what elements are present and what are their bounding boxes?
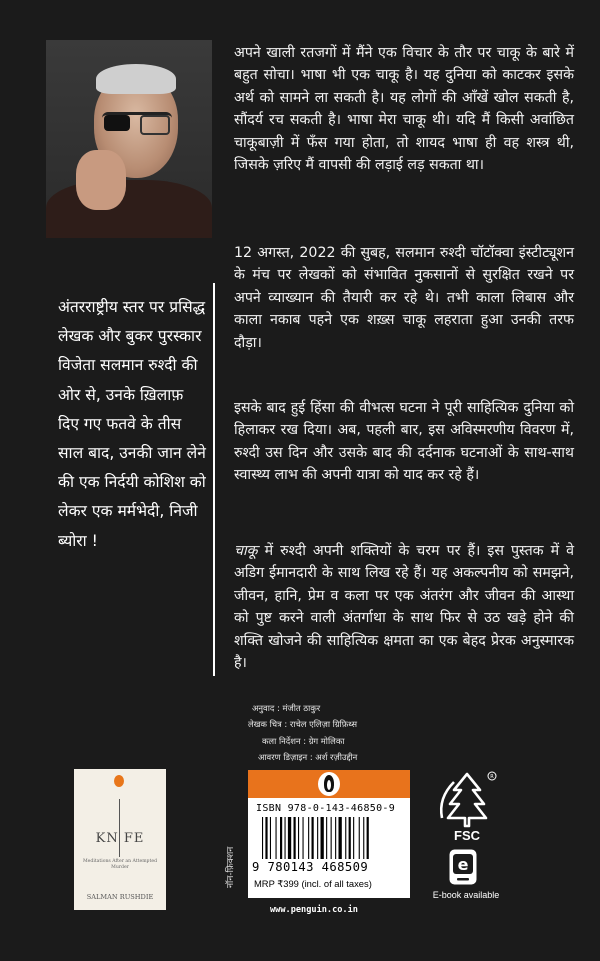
fsc-label: FSC xyxy=(454,828,480,843)
blurb-paragraph-4-text: में रुश्दी अपनी शक्तियों के चरम पर हैं। इस पुस्तक में वे अडिग ईमानदारी के साथ लिख रहे हैं। यह अकल्पनीय को समझने, जीवन, हानि, प्रेम व कला पर एक अंतरंग और जीवन की आस्था को पुष्ट करने वाली अंतर्गाथा के साथ फिर से उठ खड़े होने की शक्ति खोजने की साहित्यिक क्षमता का एक बेहद प्रेरक अनुस्मारक है। xyxy=(234,543,574,672)
photo-jacket xyxy=(46,180,212,238)
barcode-bar xyxy=(345,817,346,859)
photo-hair xyxy=(96,64,176,94)
blurb-paragraph-4 xyxy=(234,540,574,674)
barcode-digits: 9 780143 468509 xyxy=(252,860,369,874)
genre-label: नॉन-फ़िक्शन xyxy=(226,846,236,888)
barcode-bars xyxy=(262,817,398,859)
barcode-bar xyxy=(303,817,304,859)
author-photo xyxy=(46,40,212,238)
isbn-text: ISBN 978-0-143-46850-9 xyxy=(256,803,396,814)
barcode-bar xyxy=(276,817,277,859)
fsc-tree-icon xyxy=(434,768,500,828)
barcode-bar xyxy=(359,817,360,859)
credits xyxy=(248,700,408,766)
barcode-bar xyxy=(270,817,271,859)
blurb-paragraph-2: 12 अगस्त, 2022 की सुबह, सलमान रुश्दी चॉटॉक्वा इंस्टीट्यूशन के मंच पर लेखकों को संभावित नुकसानों से सुरक्षित रखने पर अपने व्याख्यान की तैयारी कर रहे थे। तभी काला लिबास और काला नकाब पहने एक शख़्स चाकू लहराता हुआ उनकी तरफ दौड़ा। xyxy=(234,245,574,351)
thumb-title: KN FE xyxy=(95,831,145,846)
penguin-logo xyxy=(318,772,340,796)
barcode-bar xyxy=(288,817,291,859)
vertical-divider xyxy=(213,283,215,676)
ebook-icon xyxy=(448,848,478,886)
blurb-paragraph-1: अपने खाली रतजगों में मैंने एक विचार के तौर पर चाकू के बारे में बहुत सोचा। भाषा भी एक चाकू है। यह दुनिया को काटकर इसके अर्थ को सामने ला सकती है। यह लोगों की आँखें खोल सकती है, सौंदर्य रच सकती है। भाषा मेरा चाकू थी। यदि मैं किसी अवांछित चाकूबाज़ी में फँस गया होता, तो शायद भाषा ही वह शस्त्र थी, जिसके ज़रिए मैं वापसी की लड़ाई लड़ सकता था। xyxy=(234,45,574,174)
svg-text:R: R xyxy=(490,774,494,780)
barcode-bar xyxy=(280,817,282,859)
barcode-bar xyxy=(349,817,351,859)
barcode xyxy=(248,770,410,898)
credit-art-direction: कला निर्देशन : ग्रेग मोलिका xyxy=(262,735,345,746)
credit-cover-design: आवरण डिज़ाइन : अर्श रज़ीउद्दीन xyxy=(258,752,358,763)
barcode-bar xyxy=(367,817,369,859)
penguin-band xyxy=(248,770,410,798)
barcode-bar xyxy=(285,817,286,859)
barcode-bar xyxy=(262,817,263,859)
barcode-bar xyxy=(363,817,364,859)
price: MRP ₹399 (incl. of all taxes) xyxy=(254,878,372,889)
pull-quote: अंतरराष्ट्रीय स्तर पर प्रसिद्ध लेखक और बुकर पुरस्कार विजेता सलमान रुश्दी की ओर से, उनके ख़िलाफ़ दिए गए फतवे के तीस साल बाद, उनकी जान लेने की एक निर्दयी कोशिश को लेकर एक मर्मभेदी, निजी ब्योरा ! xyxy=(58,298,206,550)
barcode-bar xyxy=(335,817,336,859)
knife-slash-line xyxy=(119,799,120,857)
barcode-bar xyxy=(321,817,324,859)
barcode-bar xyxy=(331,817,332,859)
barcode-bar xyxy=(298,817,299,859)
barcode-bar xyxy=(326,817,327,859)
barcode-bar xyxy=(353,817,354,859)
ebook-label: E-book available xyxy=(432,890,500,900)
website-link[interactable]: www.penguin.co.in xyxy=(270,905,358,915)
barcode-bar xyxy=(339,817,342,859)
barcode-bar xyxy=(308,817,309,859)
blurb-paragraph-3: इसके बाद हुई हिंसा की वीभत्स घटना ने पूरी साहित्यिक दुनिया को हिलाकर रख दिया। अब, पहली बार, इस अविस्मरणीय विवरण में, रुश्दी उस दिन और उसके बाद की दर्दनाक घटनाओं के साथ-साथ स्वास्थ्य लाभ की अपनी यात्रा को याद कर रहे हैं। xyxy=(234,400,574,484)
barcode-bar xyxy=(294,817,296,859)
front-cover-thumbnail xyxy=(74,769,166,910)
book-title-italic: चाकू xyxy=(234,543,258,559)
thumb-subtitle: Meditations After an Attempted Murder xyxy=(82,859,158,870)
barcode-bar xyxy=(317,817,318,859)
photo-hand xyxy=(76,150,126,210)
credit-author-photo: लेखक चित्र : राचेल एलिज़ा ग्रिफ़िथ्स xyxy=(248,719,358,730)
credit-translator: अनुवाद : मंजीत ठाकुर xyxy=(252,703,321,713)
barcode-bar xyxy=(265,817,267,859)
thumb-author: SALMAN RUSHDIE xyxy=(86,893,154,901)
photo-glasses xyxy=(102,112,172,130)
svg-text:e: e xyxy=(457,855,469,874)
penguin-mini-logo xyxy=(114,775,124,787)
barcode-bar xyxy=(312,817,314,859)
